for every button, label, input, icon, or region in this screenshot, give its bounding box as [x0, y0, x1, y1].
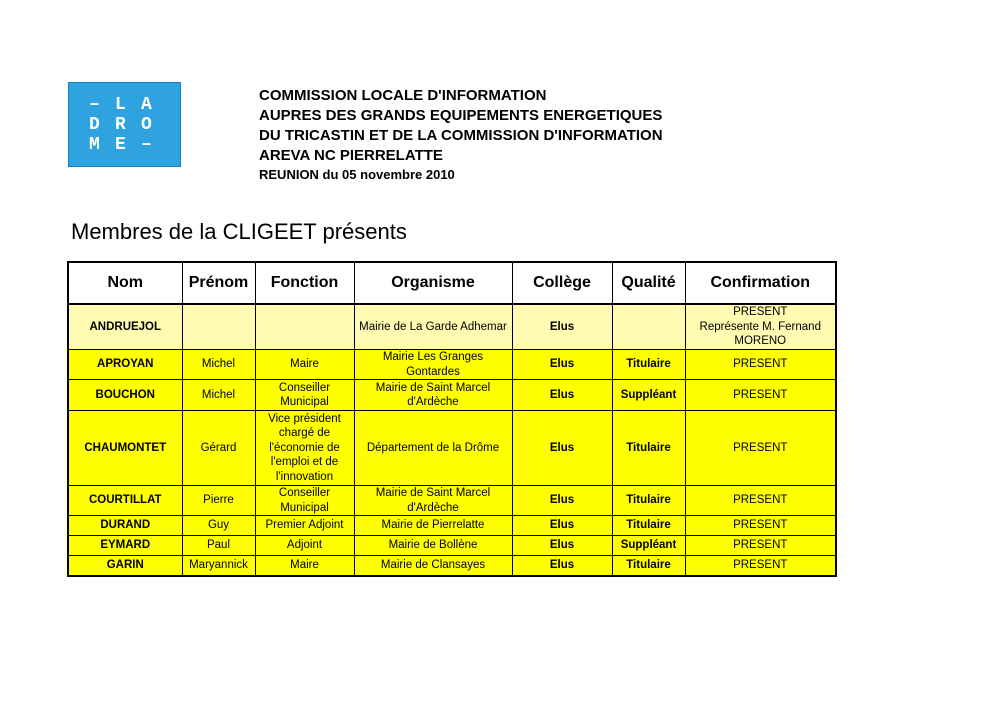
cell-organisme: Mairie de Saint Marcel d'Ardèche: [354, 486, 512, 516]
cell-prenom: Maryannick: [182, 556, 255, 577]
table-row: [68, 380, 836, 411]
page-title: Membres de la CLIGEET présents: [71, 219, 407, 244]
header-line-1: COMMISSION LOCALE D'INFORMATION: [259, 87, 547, 104]
cell-organisme: Mairie de Bollène: [354, 536, 512, 556]
logo-letter: A: [141, 95, 152, 115]
cell-fonction: Conseiller Municipal: [255, 486, 354, 516]
cell-confirmation: PRESENT: [685, 486, 836, 516]
cell-nom: GARIN: [68, 556, 182, 577]
cell-nom: BOUCHON: [68, 380, 182, 411]
cell-college: Elus: [512, 556, 612, 577]
cell-college: Elus: [512, 350, 612, 380]
logo-letter: –: [141, 135, 152, 155]
col-header-college: Collège: [512, 262, 612, 304]
cell-qualite: Titulaire: [612, 411, 685, 486]
cell-prenom: Pierre: [182, 486, 255, 516]
cell-prenom: Michel: [182, 380, 255, 411]
cell-nom: CHAUMONTET: [68, 411, 182, 486]
table-row: [68, 350, 836, 380]
cell-prenom: [182, 304, 255, 350]
cell-fonction: Vice président chargé de l'économie de l'emploi et de l'innovation: [255, 411, 354, 486]
cell-nom: APROYAN: [68, 350, 182, 380]
logo-letter: D: [89, 115, 100, 135]
cell-prenom: Michel: [182, 350, 255, 380]
cell-organisme: Mairie Les Granges Gontardes: [354, 350, 512, 380]
cell-nom: DURAND: [68, 516, 182, 536]
cell-organisme: Mairie de Clansayes: [354, 556, 512, 577]
document-header: [259, 86, 663, 184]
cell-confirmation: PRESENT: [685, 380, 836, 411]
cell-organisme: Mairie de La Garde Adhemar: [354, 304, 512, 350]
cell-qualite: Titulaire: [612, 350, 685, 380]
la-drome-logo: [68, 82, 181, 167]
cell-college: Elus: [512, 486, 612, 516]
cell-fonction: Maire: [255, 556, 354, 577]
cell-college: Elus: [512, 411, 612, 486]
cell-qualite: Suppléant: [612, 536, 685, 556]
table-row: [68, 536, 836, 556]
table-header-row: [68, 262, 836, 304]
meeting-date: REUNION du 05 novembre 2010: [259, 167, 455, 182]
cell-nom: COURTILLAT: [68, 486, 182, 516]
cell-qualite: Titulaire: [612, 556, 685, 577]
cell-confirmation: PRESENT: [685, 350, 836, 380]
col-header-fonction: Fonction: [255, 262, 354, 304]
cell-confirmation: PRESENT: [685, 536, 836, 556]
cell-qualite: Titulaire: [612, 486, 685, 516]
logo-letter: R: [115, 115, 126, 135]
col-header-organisme: Organisme: [354, 262, 512, 304]
table-row: [68, 304, 836, 350]
logo-letter: E: [115, 135, 126, 155]
cell-college: Elus: [512, 516, 612, 536]
logo-letter: M: [89, 135, 100, 155]
col-header-qualite: Qualité: [612, 262, 685, 304]
cell-nom: ANDRUEJOL: [68, 304, 182, 350]
cell-confirmation: PRESENT Représente M. Fernand MORENO: [685, 304, 836, 350]
logo-letter: L: [115, 95, 126, 115]
cell-confirmation: PRESENT: [685, 556, 836, 577]
cell-confirmation: PRESENT: [685, 516, 836, 536]
cell-organisme: Mairie de Pierrelatte: [354, 516, 512, 536]
cell-qualite: Titulaire: [612, 516, 685, 536]
cell-college: Elus: [512, 380, 612, 411]
cell-fonction: Adjoint: [255, 536, 354, 556]
col-header-nom: Nom: [68, 262, 182, 304]
cell-qualite: [612, 304, 685, 350]
table-row: [68, 556, 836, 577]
table-row: [68, 516, 836, 536]
header-line-4: AREVA NC PIERRELATTE: [259, 147, 443, 164]
col-header-confirmation: Confirmation: [685, 262, 836, 304]
cell-confirmation: PRESENT: [685, 411, 836, 486]
cell-college: Elus: [512, 304, 612, 350]
cell-qualite: Suppléant: [612, 380, 685, 411]
header-line-3: DU TRICASTIN ET DE LA COMMISSION D'INFORMATION: [259, 127, 663, 144]
logo-letter: –: [89, 95, 100, 115]
header-line-2: AUPRES DES GRANDS EQUIPEMENTS ENERGETIQUES: [259, 107, 663, 124]
logo-letter: O: [141, 115, 152, 135]
table-row: [68, 486, 836, 516]
cell-prenom: Gérard: [182, 411, 255, 486]
cell-college: Elus: [512, 536, 612, 556]
members-table: [67, 261, 837, 577]
cell-organisme: Département de la Drôme: [354, 411, 512, 486]
cell-organisme: Mairie de Saint Marcel d'Ardèche: [354, 380, 512, 411]
cell-fonction: [255, 304, 354, 350]
logo-letters: [89, 95, 167, 155]
col-header-prenom: Prénom: [182, 262, 255, 304]
table-row: [68, 411, 836, 486]
cell-fonction: Maire: [255, 350, 354, 380]
cell-fonction: Conseiller Municipal: [255, 380, 354, 411]
cell-fonction: Premier Adjoint: [255, 516, 354, 536]
cell-nom: EYMARD: [68, 536, 182, 556]
cell-prenom: Paul: [182, 536, 255, 556]
cell-prenom: Guy: [182, 516, 255, 536]
